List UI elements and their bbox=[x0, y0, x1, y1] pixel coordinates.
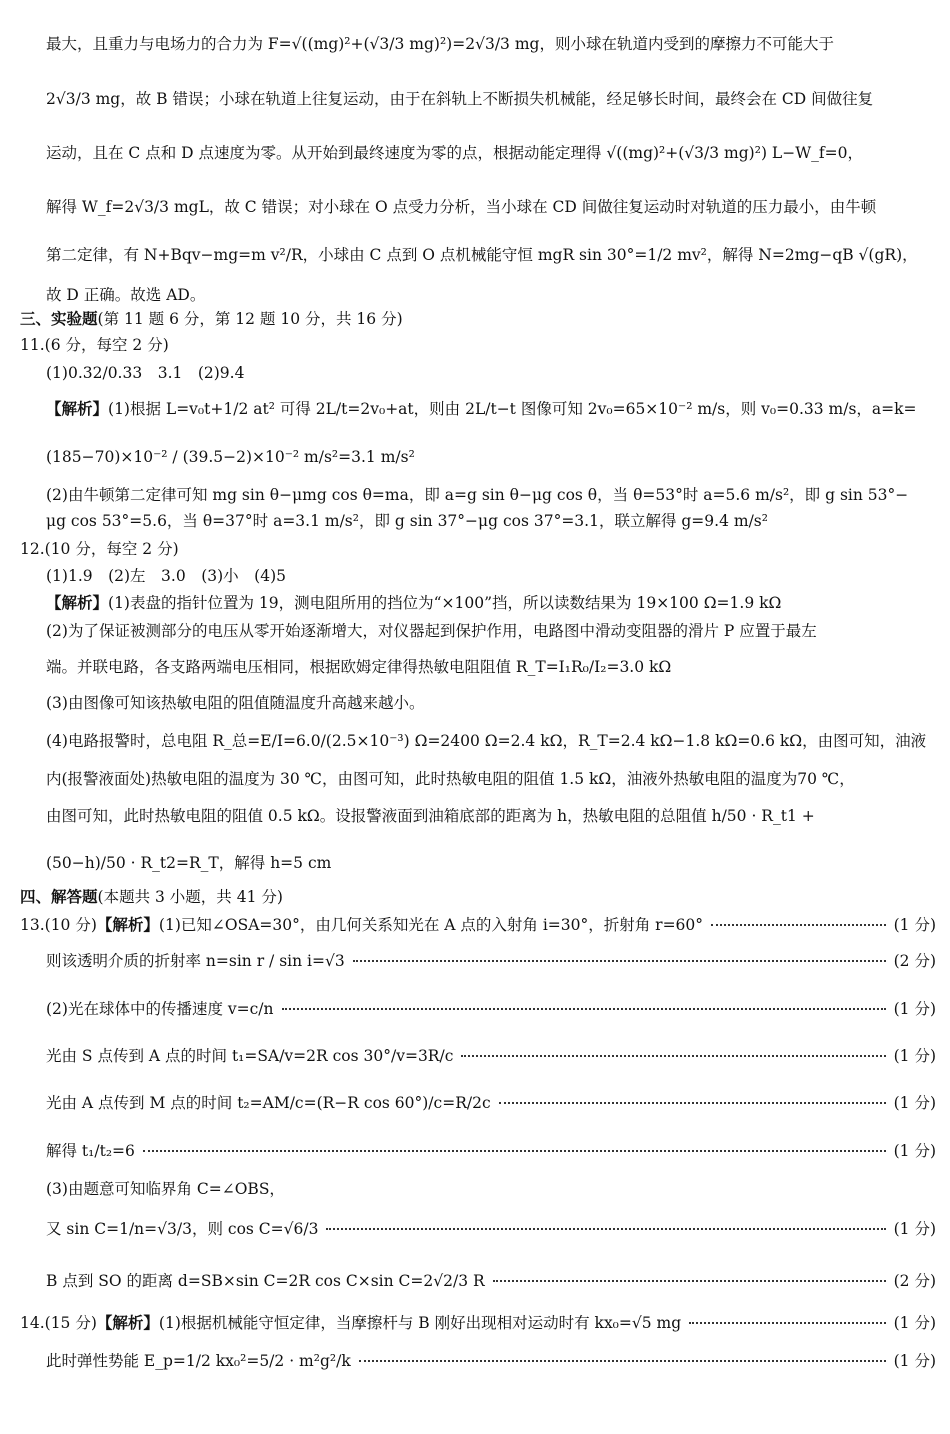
q12-explain-8: (50−h)/50 · R_t2=R_T，解得 h=5 cm bbox=[46, 854, 332, 872]
leader-dots bbox=[282, 1008, 886, 1010]
q13-row-0 bbox=[20, 914, 936, 936]
q13-row-0-score: (1 分) bbox=[893, 916, 936, 934]
leader-dots bbox=[143, 1150, 886, 1152]
q13-row-7 bbox=[46, 1218, 936, 1240]
section4-heading bbox=[20, 886, 936, 908]
leader-dots bbox=[359, 1360, 886, 1362]
q12-e1: (1)表盘的指针位置为 19，测电阻所用的挡位为“×100”挡，所以读数结果为 19×100 Ω=1.9 kΩ bbox=[108, 594, 782, 612]
q13-row-3-score: (1 分) bbox=[893, 1047, 936, 1065]
q13-head: 13.(10 分) bbox=[20, 916, 97, 934]
leader-dots bbox=[461, 1055, 885, 1057]
q13-row-8-text: B 点到 SO 的距离 d=SB×sin C=2R cos C×sin C=2√2/3 R bbox=[46, 1272, 485, 1290]
q13-tag: 【解析】 bbox=[96, 915, 159, 934]
q14-row-1-score: (1 分) bbox=[893, 1352, 936, 1370]
q11-explain-2: (185−70)×10⁻² / (39.5−2)×10⁻² m/s²=3.1 m/s² bbox=[46, 448, 415, 466]
q10-line0: 最大，且重力与电场力的合力为 F=√((mg)²+(√3/3 mg)²)=2√3/3 mg，则小球在轨道内受到的摩擦力不可能大于 bbox=[46, 35, 834, 53]
q13-row-1-score: (2 分) bbox=[893, 952, 936, 970]
leader-dots bbox=[353, 960, 886, 962]
q14-row-0-score: (1 分) bbox=[893, 1314, 936, 1332]
q12-explain-5: (4)电路报警时，总电阻 R_总=E/I=6.0/(2.5×10⁻³) Ω=2400 Ω=2.4 kΩ，R_T=2.4 kΩ−1.8 kΩ=0.6 kΩ，由图可知，油液 bbox=[46, 732, 927, 750]
q10-line2: 运动，且在 C 点和 D 点速度为零。从开始到最终速度为零的点，根据动能定理得 √((mg)²+(√3/3 mg)²) L−W_f=0， bbox=[46, 144, 863, 162]
q12-explain-6: 内(报警液面处)热敏电阻的温度为 30 ℃，由图可知，此时热敏电阻的阻值 1.5 kΩ，油液外热敏电阻的温度为70 ℃， bbox=[46, 770, 855, 788]
q14-row-1 bbox=[46, 1350, 936, 1372]
q13-row-1 bbox=[46, 950, 936, 972]
q11-explain-1 bbox=[46, 398, 936, 420]
leader-dots bbox=[493, 1280, 886, 1282]
q12-explain-4: (3)由图像可知该热敏电阻的阻值随温度升高越来越小。 bbox=[46, 694, 425, 712]
q14-row-1-text: 此时弹性势能 E_p=1/2 kx₀²=5/2 · m²g²/k bbox=[46, 1352, 351, 1370]
q14-row-0 bbox=[20, 1312, 936, 1334]
section4-note: (本题共 3 小题，共 41 分) bbox=[97, 888, 283, 906]
q12-tag: 【解析】 bbox=[46, 593, 109, 612]
q11-e1: (1)根据 L=v₀t+1/2 at² 可得 2L/t=2v₀+at，则由 2L/t−t 图像可知 2v₀=65×10⁻² m/s，则 v₀=0.33 m/s，a=k= bbox=[108, 400, 917, 418]
leader-dots bbox=[689, 1322, 885, 1324]
q13-row-3-text: 光由 S 点传到 A 点的时间 t₁=SA/v=2R cos 30°/v=3R/c bbox=[46, 1047, 454, 1065]
q13-row-4 bbox=[46, 1092, 936, 1114]
q11-explain-3: (2)由牛顿第二定律可知 mg sin θ−μmg cos θ=ma，即 a=g sin θ−μg cos θ，当 θ=53°时 a=5.6 m/s²，即 g sin 53°− bbox=[46, 486, 909, 504]
q10-line5: 故 D 正确。故选 AD。 bbox=[46, 286, 206, 304]
section3-note: (第 11 题 6 分，第 12 题 10 分，共 16 分) bbox=[97, 310, 403, 328]
q14-head: 14.(15 分) bbox=[20, 1314, 97, 1332]
q10-line3: 解得 W_f=2√3/3 mgL，故 C 错误；对小球在 O 点受力分析，当小球在 CD 间做往复运动时对轨道的压力最小，由牛顿 bbox=[46, 198, 877, 216]
q13-row-7-text: 又 sin C=1/n=√3/3，则 cos C=√6/3 bbox=[46, 1220, 319, 1238]
q13-row-2-score: (1 分) bbox=[893, 1000, 936, 1018]
q13-row-4-score: (1 分) bbox=[893, 1094, 936, 1112]
q12-explain-1 bbox=[20, 592, 936, 614]
q11-tag: 【解析】 bbox=[46, 399, 109, 418]
q13-row-2-text: (2)光在球体中的传播速度 v=c/n bbox=[46, 1000, 274, 1018]
q13-row-7-score: (1 分) bbox=[893, 1220, 936, 1238]
q13-row-2 bbox=[46, 998, 936, 1020]
q13-row-3 bbox=[46, 1045, 936, 1067]
q13-row-5-score: (1 分) bbox=[893, 1142, 936, 1160]
q13-row-4-text: 光由 A 点传到 M 点的时间 t₂=AM/c=(R−R cos 60°)/c=R/2c bbox=[46, 1094, 491, 1112]
q13-row-5 bbox=[46, 1140, 936, 1162]
section3-title: 三、实验题 bbox=[20, 309, 98, 328]
q10-line1: 2√3/3 mg，故 B 错误；小球在轨道上往复运动，由于在斜轨上不断损失机械能，经足够长时间，最终会在 CD 间做往复 bbox=[46, 90, 874, 108]
q12-answer: (1)1.9 (2)左 3.0 (3)小 (4)5 bbox=[46, 567, 286, 585]
q12-explain-7: 由图可知，此时热敏电阻的阻值 0.5 kΩ。设报警液面到油箱底部的距离为 h，热敏电阻的总阻值 h/50 · R_t1 + bbox=[46, 807, 815, 825]
leader-dots bbox=[326, 1228, 885, 1230]
q12-explain-2: (2)为了保证被测部分的电压从零开始逐渐增大，对仪器起到保护作用，电路图中滑动变阻器的滑片 P 应置于最左 bbox=[46, 622, 817, 640]
section3-heading bbox=[20, 308, 936, 330]
q13-row-0-text: (1)已知∠OSA=30°，由几何关系知光在 A 点的入射角 i=30°，折射角 r=60° bbox=[158, 916, 704, 934]
q12-explain-3: 端。并联电路，各支路两端电压相同，根据欧姆定律得热敏电阻阻值 R_T=I₁R₀/I₂=3.0 kΩ bbox=[46, 658, 672, 676]
q10-line4: 第二定律，有 N+Bqv−mg=m v²/R，小球由 C 点到 O 点机械能守恒 mgR sin 30°=1/2 mv²，解得 N=2mg−qB √(gR)， bbox=[46, 246, 918, 264]
q13-row-5-text: 解得 t₁/t₂=6 bbox=[46, 1142, 135, 1160]
q12-head: 12.(10 分，每空 2 分) bbox=[20, 540, 179, 558]
q14-row-0-text: (1)根据机械能守恒定律，当摩擦杆与 B 刚好出现相对运动时有 kx₀=√5 mg bbox=[158, 1314, 682, 1332]
q13-row-1-text: 则该透明介质的折射率 n=sin r / sin i=√3 bbox=[46, 952, 345, 970]
q14-tag: 【解析】 bbox=[96, 1313, 159, 1332]
q13-row-6: (3)由题意可知临界角 C=∠OBS， bbox=[46, 1180, 285, 1198]
section4-title: 四、解答题 bbox=[20, 887, 98, 906]
q13-row-8-score: (2 分) bbox=[893, 1272, 936, 1290]
q11-answer: (1)0.32/0.33 3.1 (2)9.4 bbox=[46, 364, 245, 382]
q13-row-8 bbox=[46, 1270, 936, 1292]
leader-dots bbox=[499, 1102, 886, 1104]
q11-head: 11.(6 分，每空 2 分) bbox=[20, 336, 169, 354]
q11-explain-4: μg cos 53°=5.6，当 θ=37°时 a=3.1 m/s²，即 g sin 37°−μg cos 37°=3.1，联立解得 g=9.4 m/s² bbox=[46, 512, 768, 530]
leader-dots bbox=[711, 924, 886, 926]
